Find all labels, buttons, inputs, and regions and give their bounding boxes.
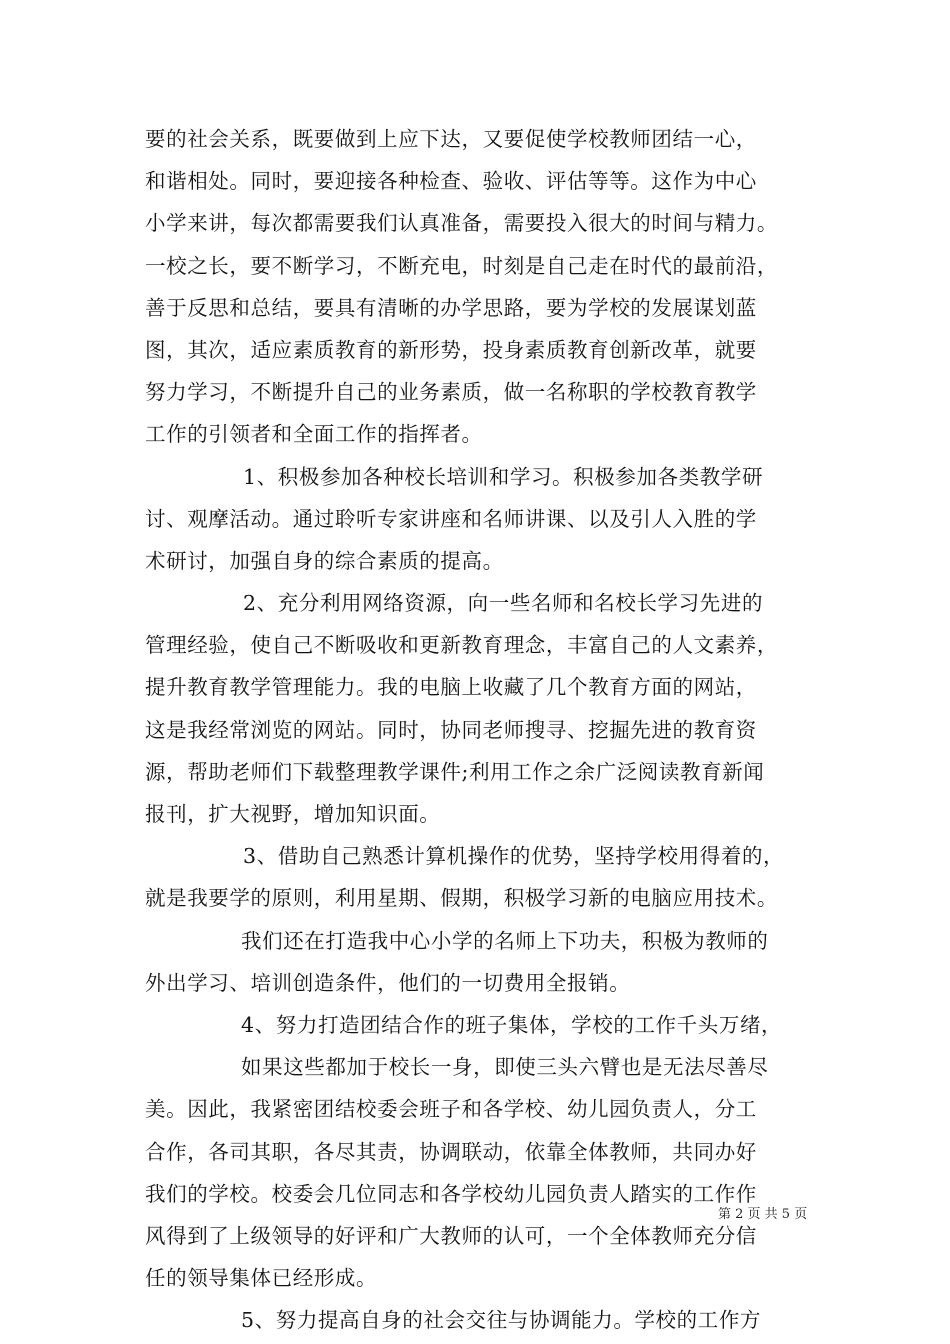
paragraph-start-line: 我们还在打造我中心小学的名师上下功夫，积极为教师的 xyxy=(241,928,769,953)
text-line: 外出学习、培训创造条件，他们的一切费用全报销。 xyxy=(145,970,631,995)
paragraph-start-line: 4、努力打造团结合作的班子集体，学校的工作千头万绪， xyxy=(241,1012,783,1037)
text-line: 这是我经常浏览的网站。同时，协同老师搜寻、挖掘先进的教育资 xyxy=(145,717,757,742)
text-line: 和谐相处。同时，要迎接各种检查、验收、评估等等。这作为中心 xyxy=(145,169,757,194)
text-line: 源，帮助老师们下载整理教学课件;利用工作之余广泛阅读教育新闻 xyxy=(145,759,765,784)
text-line: 美。因此，我紧密团结校委会班子和各学校、幼儿园负责人，分工 xyxy=(145,1097,757,1122)
text-line: 合作，各司其职，各尽其责，协调联动，依靠全体教师，共同办好 xyxy=(145,1139,757,1164)
text-line: 报刊，扩大视野，增加知识面。 xyxy=(145,802,441,826)
text-line: 我们的学校。校委会几位同志和各学校幼儿园负责人踏实的工作作 xyxy=(145,1181,757,1206)
text-line: 图，其次，适应素质教育的新形势，投身素质教育创新改革，就要 xyxy=(145,337,757,362)
text-line: 一校之长，要不断学习，不断充电，时刻是自己走在时代的最前沿， xyxy=(145,253,778,278)
text-line: 管理经验，使自己不断吸收和更新教育理念，丰富自己的人文素养， xyxy=(145,633,778,658)
text-line: 术研讨，加强自身的综合素质的提高。 xyxy=(145,548,504,573)
body-text xyxy=(145,118,815,1341)
text-line: 努力学习，不断提升自己的业务素质，做一名称职的学校教育教学 xyxy=(145,380,757,405)
text-line: 就是我要学的原则，利用星期、假期，积极学习新的电脑应用技术。 xyxy=(145,886,778,911)
paragraph-start-line: 2、充分利用网络资源，向一些名师和名校长学习先进的 xyxy=(243,591,764,616)
paragraph-start-line: 3、借助自己熟悉计算机操作的优势，坚持学校用得着的， xyxy=(243,844,785,869)
text-line: 善于反思和总结，要具有清晰的办学思路，要为学校的发展谋划蓝 xyxy=(145,295,757,320)
paragraph-start-line: 5、努力提高自身的社会交往与协调能力。学校的工作方 xyxy=(241,1308,762,1333)
text-line: 讨、观摩活动。通过聆听专家讲座和名师讲课、以及引人入胜的学 xyxy=(145,506,757,531)
text-line: 要的社会关系，既要做到上应下达，又要促使学校教师团结一心， xyxy=(145,127,757,151)
paragraph-start-line: 1、积极参加各种校长培训和学习。积极参加各类教学研 xyxy=(243,464,764,489)
text-line: 小学来讲，每次都需要我们认真准备，需要投入很大的时间与精力。 xyxy=(145,211,778,236)
text-line: 风得到了上级领导的好评和广大教师的认可，一个全体教师充分信 xyxy=(145,1223,757,1248)
text-line: 工作的引领者和全面工作的指挥者。 xyxy=(145,422,483,447)
paragraph-start-line: 如果这些都加于校长一身，即使三头六臂也是无法尽善尽 xyxy=(241,1055,769,1080)
text-line: 任的领导集体已经形成。 xyxy=(145,1266,378,1291)
text-line: 提升教育教学管理能力。我的电脑上收藏了几个教育方面的网站， xyxy=(145,675,757,700)
page-number: 第 2 页 共 5 页 xyxy=(718,1207,808,1222)
